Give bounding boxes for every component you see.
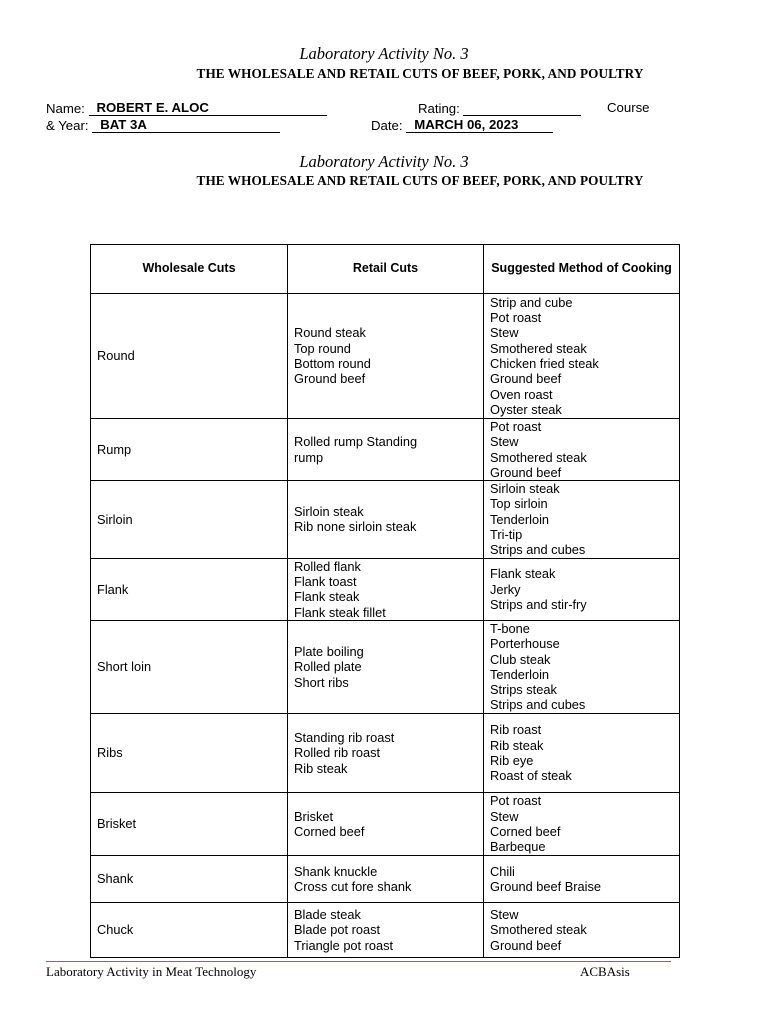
retail-cut: Standing rib roast [294, 729, 395, 745]
retail-cut: Rib none sirloin steak [294, 519, 417, 535]
cooking-method: Chicken fried steak [490, 356, 599, 371]
wholesale-cut: Sirloin [91, 481, 288, 558]
retail-cuts-cell [288, 713, 484, 792]
wholesale-cut: Rump [91, 419, 288, 481]
cooking-method: Ground beef [490, 937, 562, 953]
cooking-methods-cell [484, 713, 680, 792]
cooking-method: Porterhouse [490, 636, 560, 652]
retail-cuts-cell [288, 294, 484, 419]
retail-cut: Flank steak fillet [294, 604, 386, 620]
cooking-methods-cell [484, 419, 680, 481]
wholesale-cut: Flank [91, 558, 288, 620]
cooking-method: Barbeque [490, 839, 546, 855]
retail-cut: Corned beef [294, 823, 365, 839]
table-row [91, 902, 680, 957]
year-value: BAT 3A [100, 117, 147, 132]
date-label: Date: [371, 118, 403, 133]
retail-cut: Rolled rib roast [294, 745, 381, 761]
rating-label: Rating: [418, 101, 460, 116]
cooking-method: Pot roast [490, 419, 542, 434]
cooking-method: Sirloin steak [490, 481, 560, 497]
retail-cut: Rolled rump Standing [294, 434, 418, 450]
cooking-methods-cell [484, 558, 680, 620]
retail-cut: Short ribs [294, 674, 349, 690]
year-field [46, 117, 280, 133]
table-row [91, 294, 680, 419]
cooking-method: Ground beef [490, 464, 562, 480]
table-row [91, 620, 680, 713]
cooking-method: Stew [490, 434, 519, 450]
cooking-method: Pot roast [490, 793, 542, 809]
table-row [91, 713, 680, 792]
retail-cut: Triangle pot roast [294, 937, 394, 953]
table-row [91, 855, 680, 902]
cooking-method: Corned beef [490, 823, 561, 839]
activity-title-2: Laboratory Activity No. 3 [299, 152, 469, 171]
course-label: Course [607, 100, 650, 115]
cooking-method: Stew [490, 808, 519, 824]
retail-cut: Blade steak [294, 906, 361, 922]
name-value: ROBERT E. ALOC [96, 100, 209, 115]
footer-left: Laboratory Activity in Meat Technology [46, 964, 257, 979]
cooking-method: Tri-tip [490, 527, 523, 543]
cooking-methods-cell [484, 902, 680, 957]
header-retail: Retail Cuts [288, 245, 484, 294]
date-value: MARCH 06, 2023 [414, 117, 519, 132]
retail-cut: Ground beef [294, 371, 366, 387]
cuts-table [90, 244, 680, 958]
retail-cut: Bottom round [294, 356, 371, 371]
cooking-method: Strip and cube [490, 294, 573, 310]
cooking-method: Jerky [490, 581, 521, 597]
cooking-method: Rib roast [490, 722, 542, 738]
cooking-method: Strips and stir-fry [490, 596, 587, 612]
year-label: & Year: [46, 118, 89, 133]
cooking-method: Strips and cubes [490, 697, 586, 713]
header-wholesale: Wholesale Cuts [91, 245, 288, 294]
cooking-method: Smothered steak [490, 449, 587, 465]
cooking-methods-cell [484, 294, 680, 419]
retail-cut: rump [294, 449, 324, 465]
footer-rule [46, 961, 671, 962]
cooking-method: Stew [490, 906, 519, 922]
table-row [91, 419, 680, 481]
retail-cut: Rolled flank [294, 558, 361, 574]
cooking-method: Strips steak [490, 682, 557, 698]
wholesale-cut: Shank [91, 855, 288, 902]
cooking-method: Smothered steak [490, 340, 587, 356]
cooking-method: Tenderloin [490, 511, 550, 527]
retail-cut: Cross cut fore shank [294, 878, 412, 894]
header-cooking: Suggested Method of Cooking [484, 245, 680, 294]
retail-cut: Rolled plate [294, 659, 362, 675]
table-header-row [91, 245, 680, 294]
table-row [91, 481, 680, 558]
main-title: THE WHOLESALE AND RETAIL CUTS OF BEEF, PORK, AND POULTRY [196, 66, 644, 81]
cooking-method: Tenderloin [490, 666, 550, 682]
cooking-method: Rib steak [490, 737, 544, 753]
cooking-methods-cell [484, 855, 680, 902]
cooking-method: Oven roast [490, 386, 553, 402]
wholesale-cut: Chuck [91, 902, 288, 957]
name-field [46, 100, 327, 116]
cooking-method: Strips and cubes [490, 542, 586, 558]
retail-cut: Plate boiling [294, 643, 364, 659]
cooking-method: Ground beef Braise [490, 878, 601, 894]
retail-cut: Rib steak [294, 760, 348, 776]
retail-cut: Shank knuckle [294, 863, 378, 879]
footer-right: ACBAsis [580, 964, 630, 979]
cooking-methods-cell [484, 481, 680, 558]
cooking-method: Pot roast [490, 310, 542, 326]
retail-cut: Brisket [294, 808, 334, 824]
name-label: Name: [46, 101, 85, 116]
table-row [91, 792, 680, 855]
cooking-method: T-bone [490, 620, 530, 636]
rating-blank [463, 100, 581, 116]
cooking-method: Roast of steak [490, 768, 572, 784]
retail-cuts-cell [288, 792, 484, 855]
retail-cuts-cell [288, 481, 484, 558]
rating-field [418, 100, 581, 116]
cooking-method: Flank steak [490, 566, 556, 582]
retail-cut: Blade pot roast [294, 922, 381, 938]
retail-cuts-cell [288, 902, 484, 957]
retail-cut: Sirloin steak [294, 504, 364, 520]
retail-cut: Top round [294, 340, 351, 356]
cooking-methods-cell [484, 620, 680, 713]
retail-cut: Round steak [294, 325, 366, 341]
retail-cut: Flank steak [294, 589, 360, 605]
retail-cuts-cell [288, 558, 484, 620]
wholesale-cut: Round [91, 294, 288, 419]
cooking-methods-cell [484, 792, 680, 855]
cooking-method: Top sirloin [490, 496, 548, 512]
cooking-method: Oyster steak [490, 401, 562, 417]
retail-cut: Flank toast [294, 573, 357, 589]
activity-title: Laboratory Activity No. 3 [299, 44, 469, 63]
cooking-method: Chili [490, 863, 515, 879]
table-row [91, 558, 680, 620]
cooking-method: Smothered steak [490, 922, 587, 938]
main-title-2: THE WHOLESALE AND RETAIL CUTS OF BEEF, PORK, AND POULTRY [196, 173, 644, 188]
cooking-method: Rib eye [490, 752, 534, 768]
cooking-method: Club steak [490, 651, 551, 667]
retail-cuts-cell [288, 620, 484, 713]
date-field [371, 117, 553, 133]
wholesale-cut: Brisket [91, 792, 288, 855]
cooking-method: Ground beef [490, 371, 562, 387]
cooking-method: Stew [490, 325, 519, 341]
wholesale-cut: Short loin [91, 620, 288, 713]
retail-cuts-cell [288, 419, 484, 481]
retail-cuts-cell [288, 855, 484, 902]
wholesale-cut: Ribs [91, 713, 288, 792]
